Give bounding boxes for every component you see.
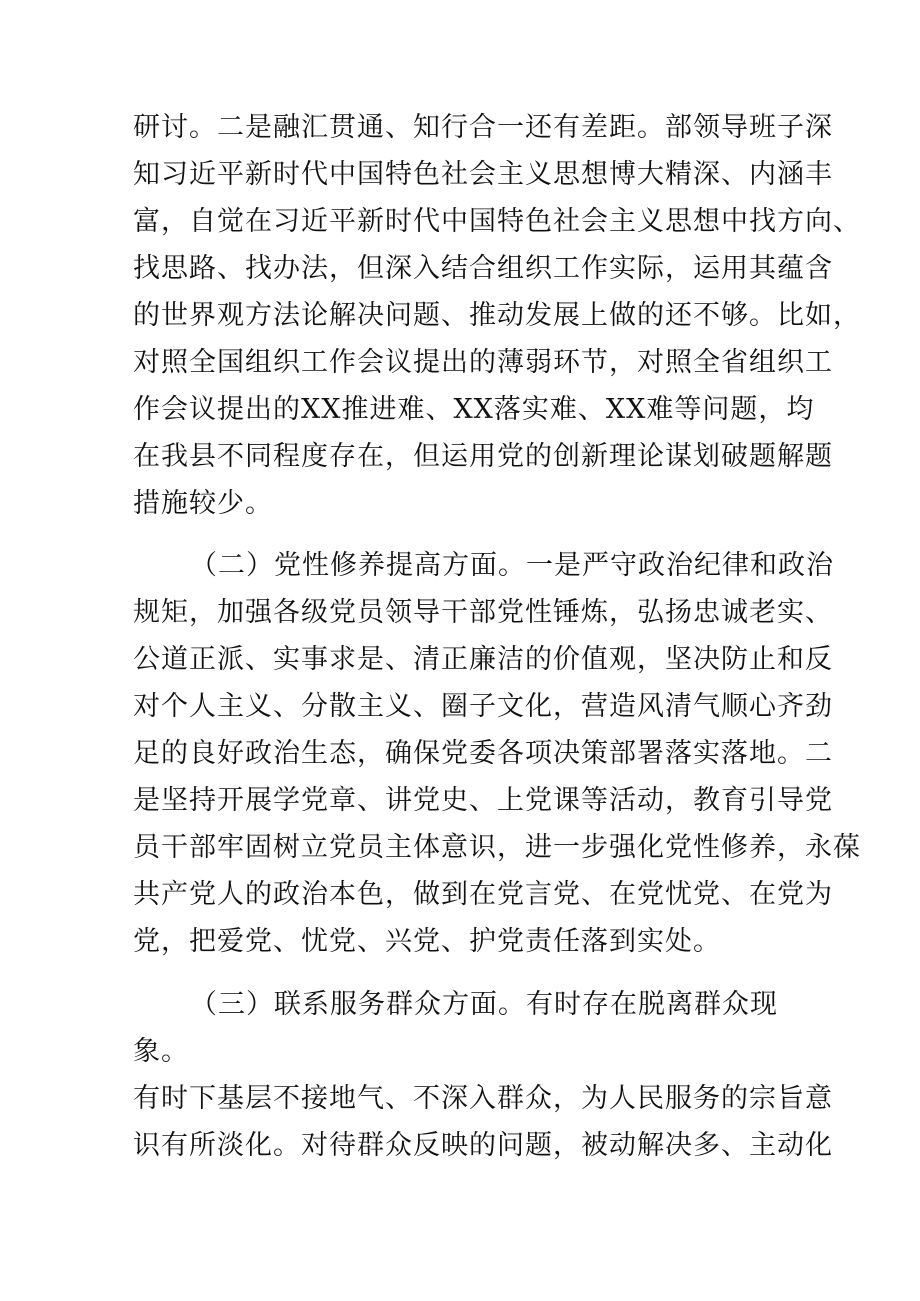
- text-line: 是坚持开展学党章、讲党史、上党课等活动，教育引导党: [133, 785, 833, 816]
- text-line: 富，自觉在习近平新时代中国特色社会主义思想中找方向、: [133, 206, 861, 237]
- text-line: 在我县不同程度存在，但运用党的创新理论谋划破题解题: [133, 441, 833, 472]
- text-line: 作会议提出的XX推进难、XX落实难、XX难等问题，均: [133, 394, 815, 425]
- text-line: 识有所淡化。对待群众反映的问题，被动解决多、主动化: [133, 1130, 833, 1161]
- section-heading-3: （三）联系服务群众方面。有时存在脱离群众现: [190, 989, 778, 1020]
- text-line: 公道正派、实事求是、清正廉洁的价值观，坚决防止和反: [133, 644, 833, 675]
- text-line: 规矩，加强各级党员领导干部党性锤炼，弘扬忠诚老实、: [133, 597, 833, 628]
- text-line: 找思路、找办法，但深入结合组织工作实际，运用其蕴含: [133, 253, 833, 284]
- section-heading-2: （二）党性修养提高方面。一是严守政治纪律和政治: [190, 550, 834, 581]
- text-line: 象。: [133, 1036, 189, 1067]
- text-line: 共产党人的政治本色，做到在党言党、在党忧党、在党为: [133, 879, 833, 910]
- text-line: 对照全国组织工作会议提出的薄弱环节，对照全省组织工: [133, 347, 833, 378]
- text-line: 足的良好政治生态，确保党委各项决策部署落实落地。二: [133, 738, 833, 769]
- text-line: 措施较少。: [133, 488, 273, 519]
- text-line: 有时下基层不接地气、不深入群众，为人民服务的宗旨意: [133, 1083, 833, 1114]
- text-line: 党，把爱党、忧党、兴党、护党责任落到实处。: [133, 926, 721, 957]
- text-line: 员干部牢固树立党员主体意识，进一步强化党性修养，永葆: [133, 832, 861, 863]
- text-line: 知习近平新时代中国特色社会主义思想博大精深、内涵丰: [133, 159, 833, 190]
- text-line: 的世界观方法论解决问题、推动发展上做的还不够。比如，: [133, 300, 861, 331]
- text-line: 研讨。二是融汇贯通、知行合一还有差距。部领导班子深: [133, 112, 833, 143]
- text-line: 对个人主义、分散主义、圈子文化，营造风清气顺心齐劲: [133, 691, 833, 722]
